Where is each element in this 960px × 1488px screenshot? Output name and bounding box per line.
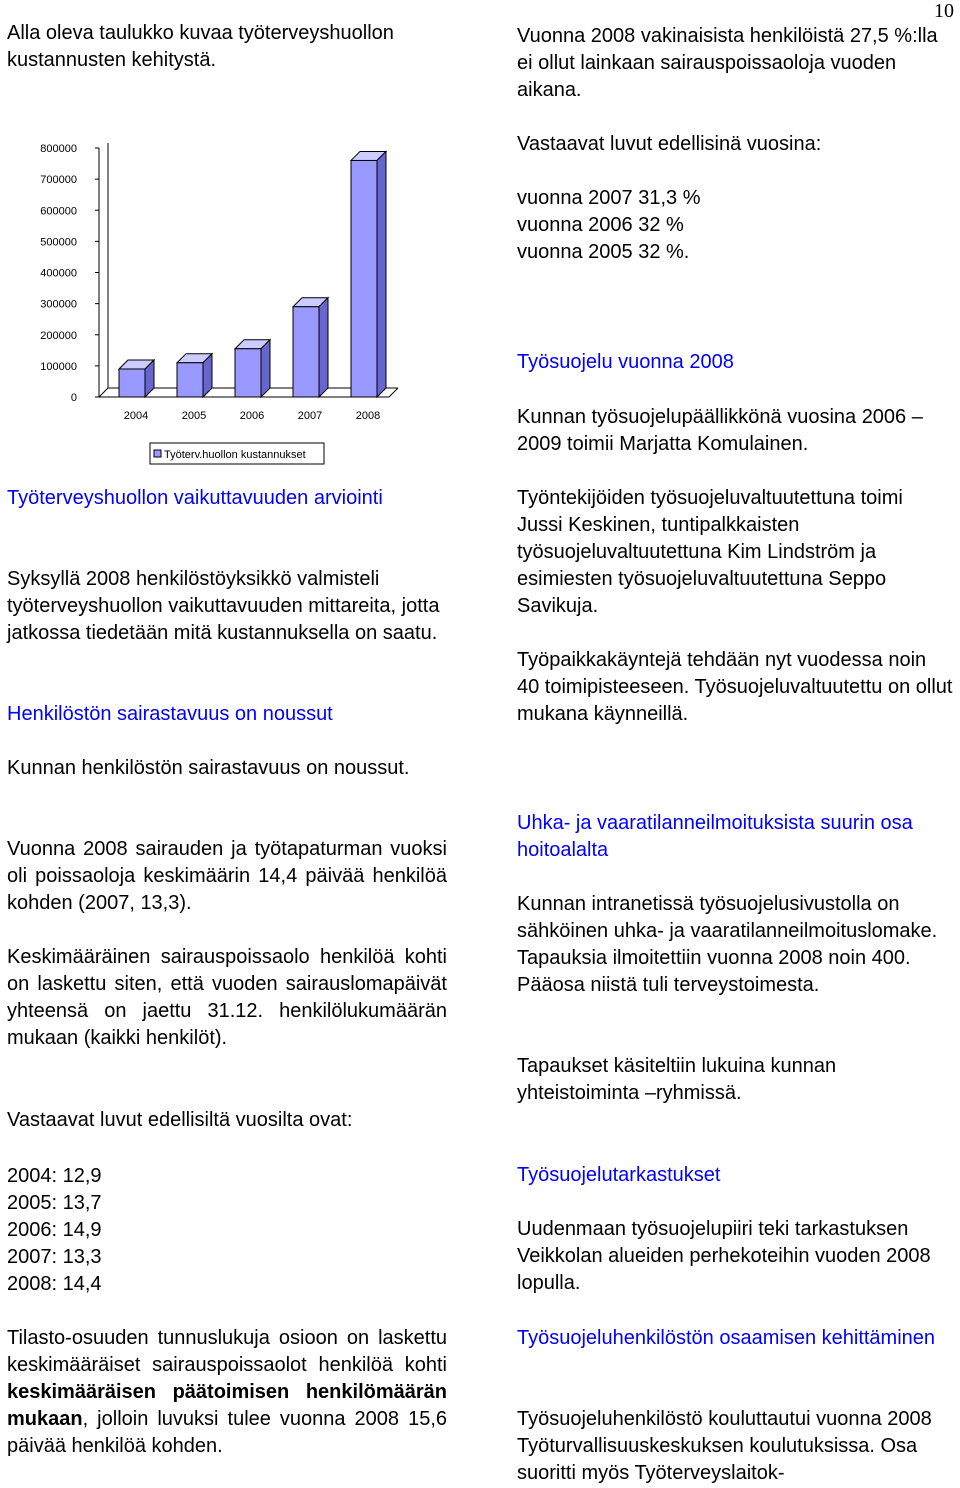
chart-back-wall xyxy=(99,143,108,397)
heading-training: Työsuojeluhenkilöstön osaamisen kehittäminen xyxy=(517,1327,936,1349)
prev-year-2007: vuonna 2007 31,3 % xyxy=(517,187,701,209)
y-tick-label: 500000 xyxy=(40,236,77,249)
cost-chart-svg xyxy=(7,125,447,480)
heading-inspections: Työsuojelutarkastukset xyxy=(517,1164,721,1186)
cost-chart xyxy=(7,125,447,480)
para-stats-bold: keskimääräisen päätoimisen henkilömäärän mukaan xyxy=(7,1381,447,1430)
chart-intro-text: Alla oleva taulukko kuvaa työterveyshuollon kustannusten kehitystä. xyxy=(7,22,394,71)
para-safety-manager: Kunnan työsuojelupäällikkönä vuosina 2006 – 2009 toimii Marjatta Komulainen. xyxy=(517,406,923,455)
year-value-2008: 2008: 14,4 xyxy=(7,1273,102,1295)
para-prev-intro: Vastaavat luvut edellisinä vuosina: xyxy=(517,133,822,155)
para-training: Työsuojeluhenkilöstö kouluttautui vuonna 2008 Työturvallisuuskeskuksen koulutuksissa. Osa suoritti myös Työterveyslaitok- xyxy=(517,1408,932,1484)
prev-year-2006: vuonna 2006 32 % xyxy=(517,214,684,236)
x-tick-label: 2004 xyxy=(123,410,149,422)
para-inspections: Uudenmaan työsuojelupiiri teki tarkastuksen Veikkolan alueiden perhekoteihin vuoden 2008 lopulla. xyxy=(517,1218,931,1294)
prev-years-list xyxy=(517,185,953,266)
y-tick-label: 400000 xyxy=(40,267,77,280)
year-value-2005: 2005: 13,7 xyxy=(7,1192,102,1214)
bar-front xyxy=(351,160,377,397)
x-tick-label: 2006 xyxy=(239,410,265,422)
y-tick-label: 100000 xyxy=(40,360,77,373)
para-sickness-2: Vuonna 2008 sairauden ja työtapaturman vuoksi oli poissaoloja keskimäärin 14,4 päivää henkilöä kohden (2007, 13,3). xyxy=(7,838,447,914)
y-tick-label: 600000 xyxy=(40,205,77,218)
para-stats xyxy=(7,1325,447,1460)
bar-side xyxy=(319,298,328,397)
para-no-absence: Vuonna 2008 vakinaisista henkilöistä 27,5 %:lla ei ollut lainkaan sairauspoissaoloja vuoden aikana. xyxy=(517,25,938,101)
x-tick-label: 2008 xyxy=(355,410,381,422)
y-tick-label: 0 xyxy=(70,392,77,404)
bar-front xyxy=(235,349,261,397)
para-sickness-1: Kunnan henkilöstön sairastavuus on noussut. xyxy=(7,757,410,779)
para-prev-years-intro: Vastaavat luvut edellisiltä vuosilta ovat: xyxy=(7,1109,353,1131)
year-value-2004: 2004: 12,9 xyxy=(7,1165,102,1187)
year-values-list xyxy=(7,1163,447,1298)
bar-side xyxy=(261,340,270,397)
heading-safety: Työsuojelu vuonna 2008 xyxy=(517,351,734,373)
prev-year-2005: vuonna 2005 32 %. xyxy=(517,241,690,263)
y-tick-label: 300000 xyxy=(40,298,77,311)
para-effectiveness: Syksyllä 2008 henkilöstöyksikkö valmisteli työterveyshuollon vaikuttavuuden mittareita, jotta jatkossa tiedetään mitä kustannuksella on saatu. xyxy=(7,568,440,644)
para-threats-2: Tapaukset käsiteltiin lukuina kunnan yhteistoiminta –ryhmissä. xyxy=(517,1055,837,1104)
y-tick-label: 800000 xyxy=(40,143,77,155)
para-threats-1: Kunnan intranetissä työsuojelusivustolla on sähköinen uhka- ja vaaratilanneilmoituslomake. Tapauksia ilmoitettiin vuonna 2008 noin 400. Pääosa niistä tuli terveystoimesta. xyxy=(517,893,938,996)
heading-threats: Uhka- ja vaaratilanneilmoituksista suurin osa hoitoalalta xyxy=(517,812,913,861)
para-visits: Työpaikkakäyntejä tehdään nyt vuodessa noin 40 toimipisteeseen. Työsuojeluvaltuutettu on ollut mukana käynneillä. xyxy=(517,649,953,725)
bar-front xyxy=(177,363,203,397)
chart-floor-right-edge xyxy=(389,388,398,397)
x-tick-label: 2007 xyxy=(297,410,323,422)
heading-effectiveness: Työterveyshuollon vaikuttavuuden arviointi xyxy=(7,487,383,509)
year-value-2006: 2006: 14,9 xyxy=(7,1219,102,1241)
x-tick-label: 2005 xyxy=(181,410,207,422)
bar-front xyxy=(119,369,145,397)
legend-label: Työterv.huollon kustannukset xyxy=(164,449,306,461)
bar-side xyxy=(377,151,386,397)
year-value-2007: 2007: 13,3 xyxy=(7,1246,102,1268)
y-tick-label: 200000 xyxy=(40,329,77,342)
para-stats-a: Tilasto-osuuden tunnuslukuja osioon on laskettu keskimääräiset sairauspoissaolot henkilöä kohti xyxy=(7,1327,447,1376)
heading-sickness: Henkilöstön sairastavuus on noussut xyxy=(7,703,333,725)
page-number: 10 xyxy=(934,0,954,22)
para-stats-b: , jolloin luvuksi tulee vuonna 2008 15,6 päivää henkilöä kohden. xyxy=(7,1408,447,1457)
legend-swatch xyxy=(154,450,161,457)
bar-front xyxy=(293,307,319,397)
para-sickness-3: Keskimääräinen sairauspoissaolo henkilöä kohti on laskettu siten, että vuoden sairauslomapäivät yhteensä on jaettu 31.12. henkilölukumäärän mukaan (kaikki henkilöt). xyxy=(7,946,447,1049)
y-tick-label: 700000 xyxy=(40,174,77,187)
para-safety-reps: Työntekijöiden työsuojeluvaltuutettuna toimi Jussi Keskinen, tuntipalkkaisten työsuojeluvaltuutettuna Kim Lindström ja esimiesten työsuojeluvaltuutettuna Seppo Savikuja. xyxy=(517,487,903,617)
